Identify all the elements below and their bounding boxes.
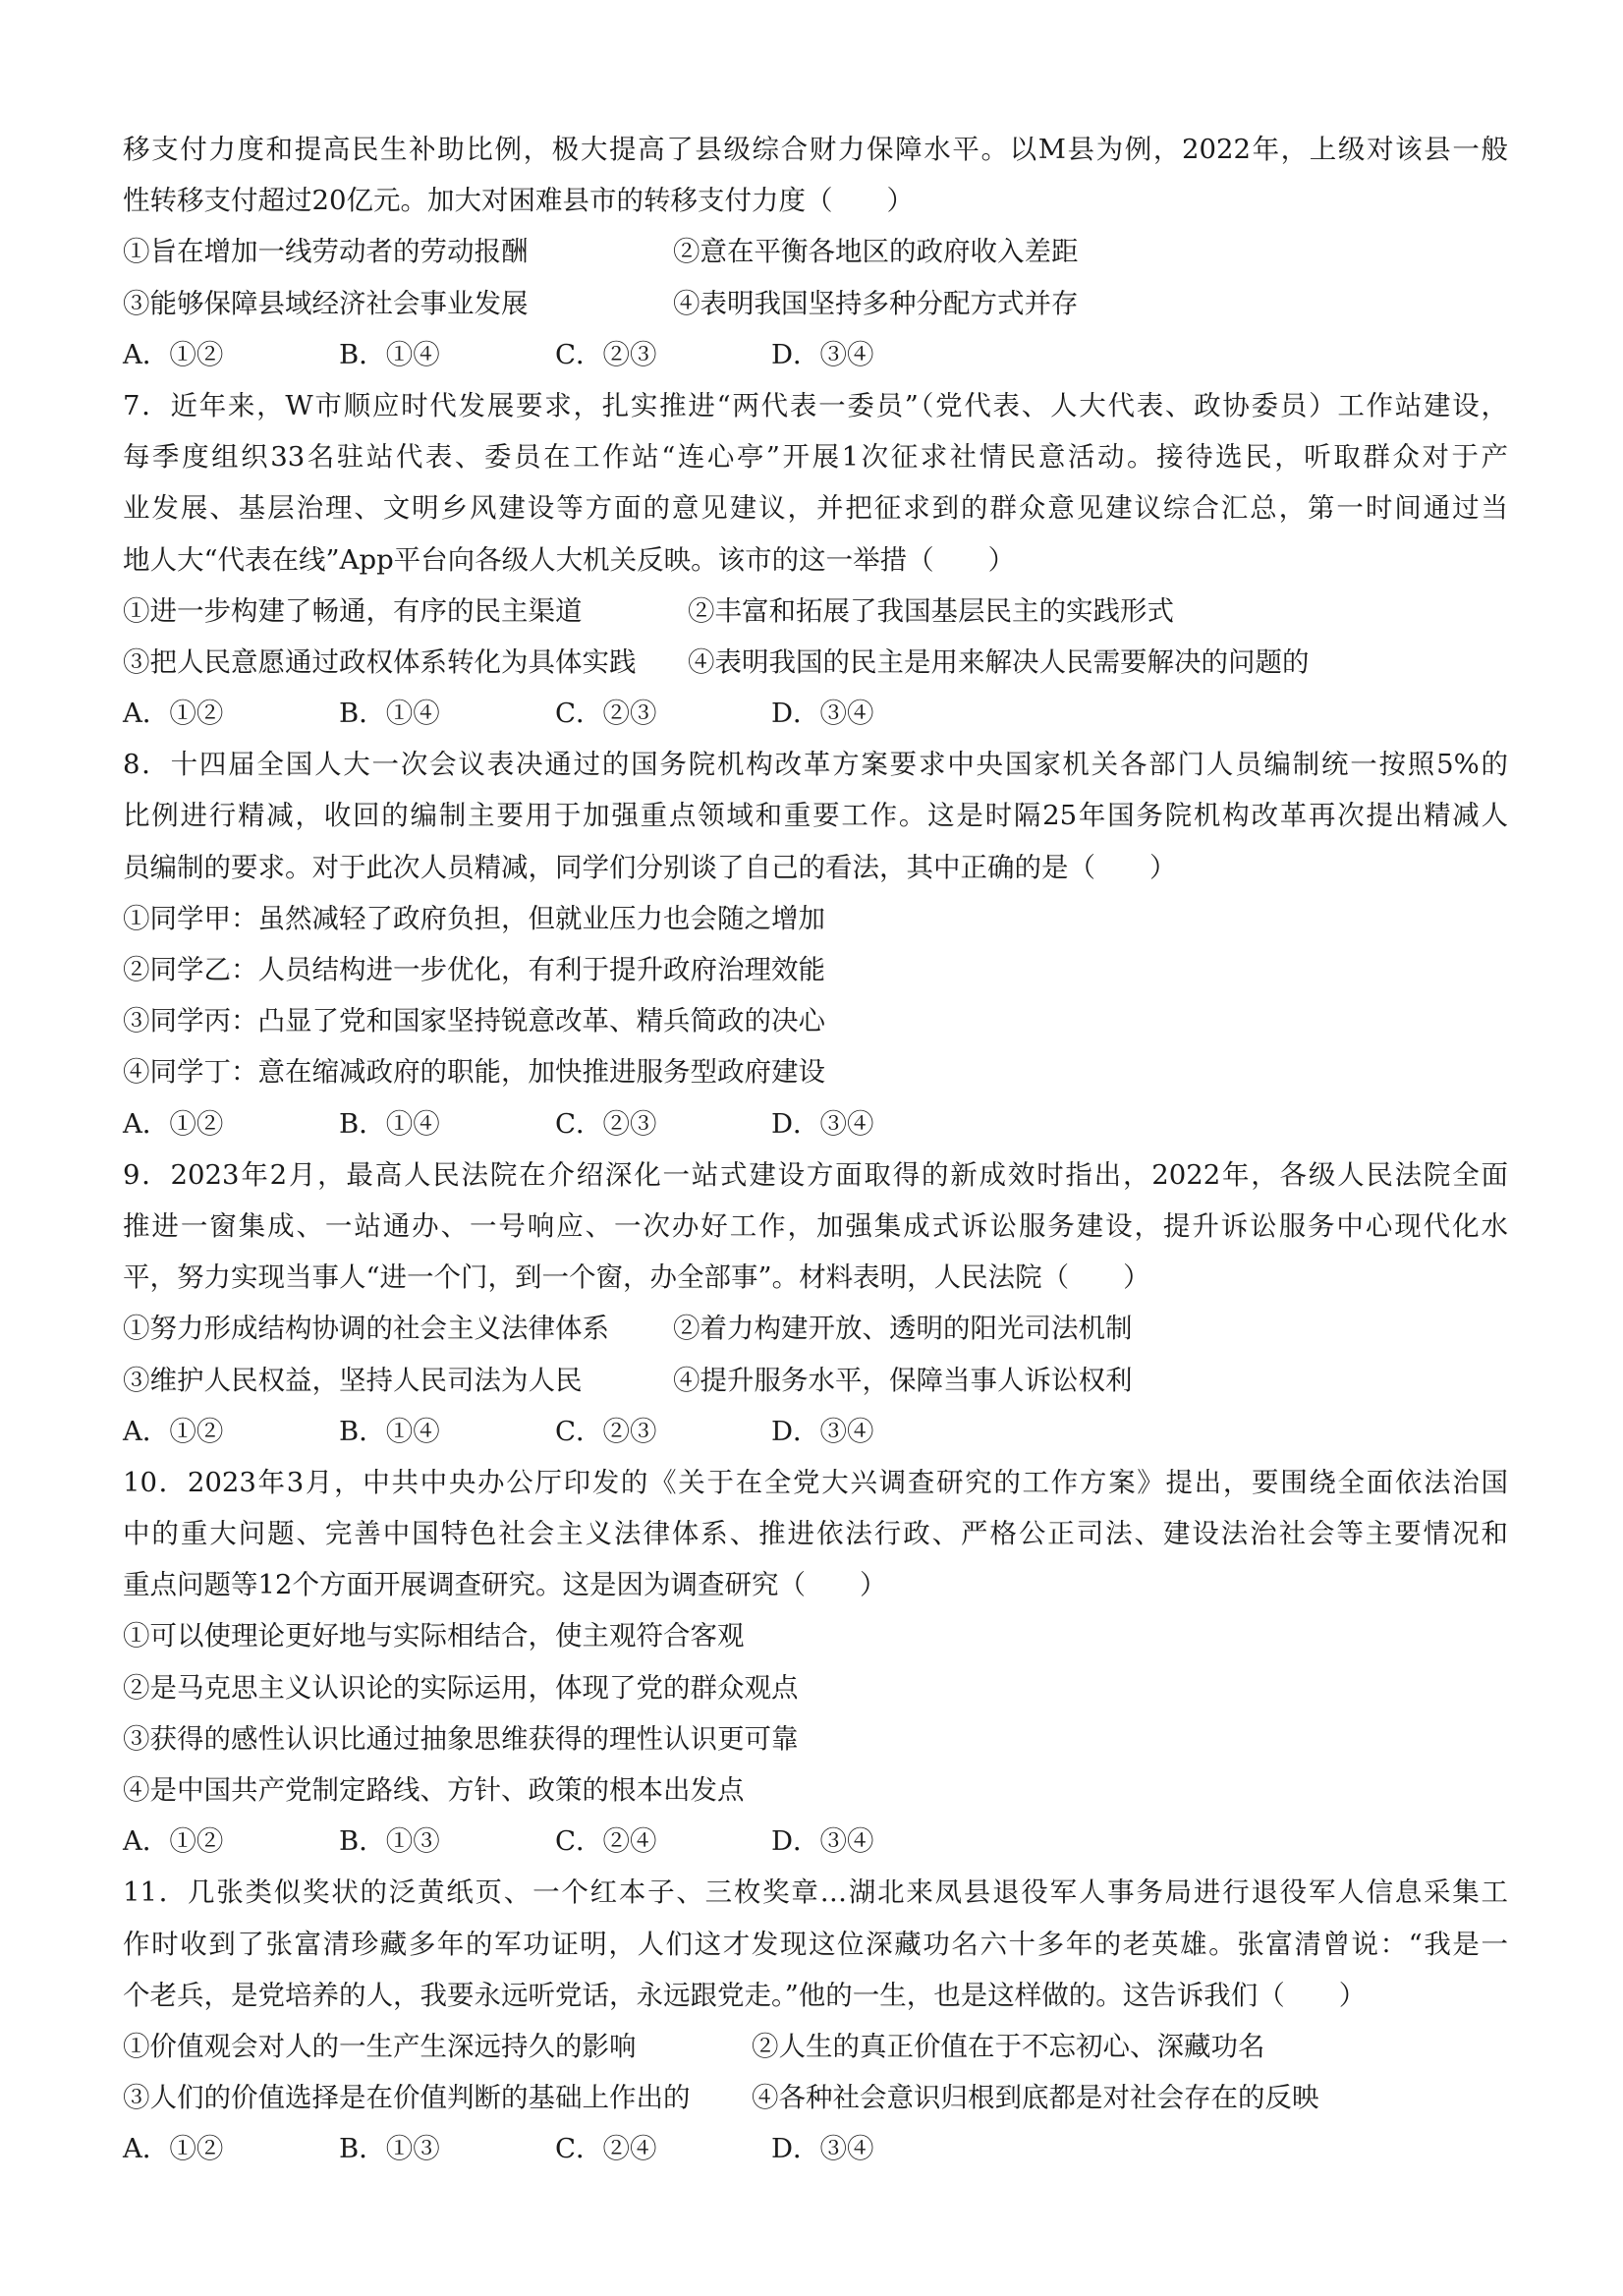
option-row	[123, 278, 1508, 329]
option-4: ④是中国共产党制定路线、方针、政策的根本出发点	[123, 1774, 745, 1806]
question-stem-line: 平，努力实现当事人“进一个门，到一个窗，办全部事”。材料表明，人民法院（ ）	[123, 1261, 1150, 1294]
question-11	[123, 1867, 1508, 2174]
choice-b: B．①④	[339, 1415, 440, 1447]
choice-b: B．①③	[339, 2133, 440, 2165]
choice-c: C．②③	[555, 1107, 657, 1140]
question-stem-line: 7．近年来，W市顺应时代发展要求，扎实推进“两代表一委员”（党代表、人大代表、政协委员）工作站建设，	[123, 389, 1508, 421]
question-stem-line: 10．2023年3月，中共中央办公厅印发的《关于在全党大兴调查研究的工作方案》提出，要围绕全面依法治国	[123, 1466, 1508, 1498]
option-3: ③能够保障县域经济社会事业发展	[123, 287, 529, 319]
option-3: ③获得的感性认识比通过抽象思维获得的理性认识更可靠	[123, 1722, 799, 1755]
question-stem-line: 每季度组织33名驻站代表、委员在工作站“连心亭”开展1次征求社情民意活动。接待选民，听取群众对于产	[123, 441, 1508, 474]
option-4: ④提升服务水平，保障当事人诉讼权利	[673, 1364, 1133, 1396]
option-row	[123, 2072, 1508, 2123]
choice-d: D．③④	[771, 1415, 874, 1447]
question-stem-line: 重点问题等12个方面开展调查研究。这是因为调查研究（ ）	[123, 1569, 887, 1601]
option-row	[123, 1355, 1508, 1406]
option-2: ②同学乙：人员结构进一步优化，有利于提升政府治理效能	[123, 954, 825, 985]
question-9	[123, 1149, 1508, 1457]
option-2: ②着力构建开放、透明的阳光司法机制	[673, 1313, 1133, 1345]
choice-b: B．①④	[339, 698, 440, 730]
option-row	[123, 2021, 1508, 2072]
option-4: ④各种社会意识归根到底都是对社会存在的反映	[752, 2082, 1319, 2114]
option-2: ②人生的真正价值在于不忘初心、深藏功名	[752, 2030, 1265, 2062]
choice-d: D．③④	[771, 698, 874, 730]
option-4: ④表明我国的民主是用来解决人民需要解决的问题的	[688, 645, 1310, 678]
question-stem-line: 个老兵，是党培养的人，我要永远听党话，永远跟党走。”他的一生，也是这样做的。这告诉我们（ ）	[123, 1979, 1367, 2011]
choice-a: A．①②	[123, 1415, 224, 1447]
question-stem-line: 员编制的要求。对于此次人员精减，同学们分别谈了自己的看法，其中正确的是（ ）	[123, 851, 1177, 883]
question-10	[123, 1457, 1508, 1868]
option-3: ③同学丙：凸显了党和国家坚持锐意改革、精兵简政的决心	[123, 1005, 825, 1037]
choice-c: C．②④	[555, 2133, 657, 2165]
question-stem-line: 11．几张类似奖状的泛黄纸页、一个红本子、三枚奖章…湖北来凤县退役军人事务局进行退役军人信息采集工	[123, 1876, 1508, 1909]
choice-a: A．①②	[123, 1107, 224, 1140]
choice-d: D．③④	[771, 338, 874, 370]
option-row	[123, 226, 1508, 277]
choice-c: C．②③	[555, 698, 657, 730]
answer-choices	[123, 329, 1508, 380]
question-stem-line: 性转移支付超过20亿元。加大对困难县市的转移支付力度（ ）	[123, 185, 914, 217]
choice-d: D．③④	[771, 1107, 874, 1140]
choice-a: A．①②	[123, 2133, 224, 2165]
option-1: ①努力形成结构协调的社会主义法律体系	[123, 1313, 609, 1345]
option-3: ③把人民意愿通过政权体系转化为具体实践	[123, 645, 637, 678]
choice-c: C．②④	[555, 1825, 657, 1858]
choice-c: C．②③	[555, 338, 657, 370]
option-1: ①价值观会对人的一生产生深远持久的影响	[123, 2030, 637, 2062]
answer-choices	[123, 1816, 1508, 1867]
option-1: ①进一步构建了畅通，有序的民主渠道	[123, 594, 583, 627]
exam-page	[123, 124, 1508, 2175]
choice-c: C．②③	[555, 1415, 657, 1447]
option-1: ①可以使理论更好地与实际相结合，使主观符合客观	[123, 1620, 745, 1652]
option-4: ④表明我国坚持多种分配方式并存	[673, 287, 1079, 319]
choice-a: A．①②	[123, 1825, 224, 1858]
option-3: ③维护人民权益，坚持人民司法为人民	[123, 1364, 583, 1396]
option-2: ②意在平衡各地区的政府收入差距	[673, 236, 1079, 268]
option-1: ①同学甲：虽然减轻了政府负担，但就业压力也会随之增加	[123, 902, 825, 934]
option-row	[123, 586, 1508, 637]
choice-b: B．①③	[339, 1825, 440, 1858]
choice-a: A．①②	[123, 698, 224, 730]
question-6-tail	[123, 124, 1508, 380]
option-3: ③人们的价值选择是在价值判断的基础上作出的	[123, 2082, 691, 2114]
option-1: ①旨在增加一线劳动者的劳动报酬	[123, 236, 529, 268]
question-7	[123, 380, 1508, 739]
question-stem-line: 业发展、基层治理、文明乡风建设等方面的意见建议，并把征求到的群众意见建议综合汇总，第一时间通过当	[123, 492, 1508, 525]
choice-b: B．①④	[339, 1107, 440, 1140]
question-stem-line: 比例进行精减，收回的编制主要用于加强重点领域和重要工作。这是时隔25年国务院机构改革再次提出精减人	[123, 800, 1508, 832]
question-stem-line: 作时收到了张富清珍藏多年的军功证明，人们这才发现这位深藏功名六十多年的老英雄。张富清曾说：“我是一	[123, 1928, 1508, 1960]
option-2: ②丰富和拓展了我国基层民主的实践形式	[688, 594, 1174, 627]
choice-a: A．①②	[123, 338, 224, 370]
choice-b: B．①④	[339, 338, 440, 370]
option-2: ②是马克思主义认识论的实际运用，体现了党的群众观点	[123, 1671, 799, 1704]
answer-choices	[123, 2123, 1508, 2174]
question-stem-line: 9．2023年2月，最高人民法院在介绍深化一站式建设方面取得的新成效时指出，2022年，各级人民法院全面	[123, 1158, 1508, 1191]
question-stem-line: 推进一窗集成、一站通办、一号响应、一次办好工作，加强集成式诉讼服务建设，提升诉讼服务中心现代化水	[123, 1209, 1508, 1242]
answer-choices	[123, 1406, 1508, 1457]
option-row	[123, 637, 1508, 688]
option-row	[123, 1303, 1508, 1354]
question-stem-line: 地人大“代表在线”App平台向各级人大机关反映。该市的这一举措（ ）	[123, 543, 1016, 576]
choice-d: D．③④	[771, 2133, 874, 2165]
answer-choices	[123, 1098, 1508, 1149]
option-4: ④同学丁：意在缩减政府的职能，加快推进服务型政府建设	[123, 1056, 825, 1089]
choice-d: D．③④	[771, 1825, 874, 1858]
question-stem-line: 移支付力度和提高民生补助比例，极大提高了县级综合财力保障水平。以M县为例，2022年，上级对该县一般	[123, 134, 1508, 165]
answer-choices	[123, 688, 1508, 739]
question-stem-line: 中的重大问题、完善中国特色社会主义法律体系、推进依法行政、严格公正司法、建设法治社会等主要情况和	[123, 1518, 1508, 1550]
question-8	[123, 739, 1508, 1149]
question-stem-line: 8．十四届全国人大一次会议表决通过的国务院机构改革方案要求中央国家机关各部门人员编制统一按照5%的	[123, 749, 1508, 781]
